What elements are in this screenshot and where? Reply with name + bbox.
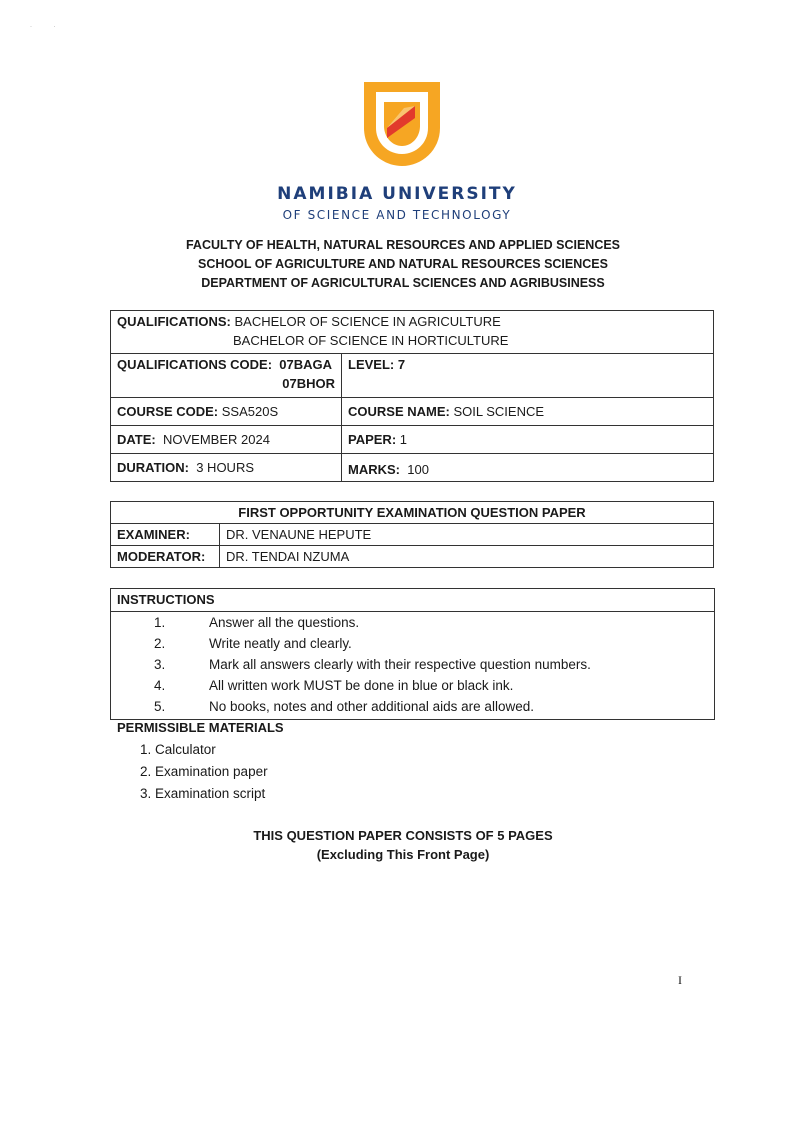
date-value: NOVEMBER 2024 xyxy=(163,432,270,447)
permissible-item: 3. Examination script xyxy=(140,786,266,801)
date-label: DATE: xyxy=(117,432,156,447)
date-cell xyxy=(111,426,342,454)
examiner-value: DR. VENAUNE HEPUTE xyxy=(220,524,714,546)
faculty-line: FACULTY OF HEALTH, NATURAL RESOURCES AND APPLIED SCIENCES xyxy=(185,238,621,252)
instruction-text: Answer all the questions. xyxy=(209,615,360,630)
school-line: SCHOOL OF AGRICULTURE AND NATURAL RESOURCES SCIENCES xyxy=(198,257,608,271)
course-details-table xyxy=(110,310,714,482)
instructions-title: INSTRUCTIONS xyxy=(117,592,215,607)
marks-cell xyxy=(342,454,714,482)
examiner-label: EXAMINER: xyxy=(111,524,220,546)
instruction-number: 5. xyxy=(154,699,166,714)
instructions-box xyxy=(110,588,715,720)
university-subname: OF SCIENCE AND TECHNOLOGY xyxy=(282,208,512,222)
scan-specks: · · xyxy=(30,24,56,30)
instruction-number: 4. xyxy=(154,678,166,693)
marks-label: MARKS: xyxy=(348,462,400,477)
department-line: DEPARTMENT OF AGRICULTURAL SCIENCES AND AGRIBUSINESS xyxy=(201,276,605,290)
qualifications-label: QUALIFICATIONS: xyxy=(117,314,231,329)
qualification-code-label: QUALIFICATIONS CODE: xyxy=(117,357,273,372)
university-logo-icon xyxy=(360,76,444,168)
university-name: NAMIBIA UNIVERSITY xyxy=(277,184,517,204)
duration-value: 3 HOURS xyxy=(196,460,255,475)
level-cell xyxy=(342,354,714,398)
course-code-label: COURSE CODE: xyxy=(117,404,219,419)
paper-cell xyxy=(342,426,714,454)
instruction-number: 1. xyxy=(154,615,166,630)
duration-cell xyxy=(111,454,342,482)
page-count-note: THIS QUESTION PAPER CONSISTS OF 5 PAGES xyxy=(253,828,553,843)
paper-value: 1 xyxy=(399,432,408,447)
instruction-text: No books, notes and other additional aids are allowed. xyxy=(209,699,534,714)
course-code-value: SSA520S xyxy=(221,404,279,419)
qualification-code-cell xyxy=(111,354,342,398)
instruction-text: Mark all answers clearly with their respective question numbers. xyxy=(209,657,591,672)
qualification-code-2: 07BHOR xyxy=(282,376,335,391)
level-value: 7 xyxy=(397,357,406,372)
course-name-label: COURSE NAME: xyxy=(348,404,450,419)
duration-label: DURATION: xyxy=(117,460,189,475)
instruction-text: Write neatly and clearly. xyxy=(209,636,352,651)
instructions-header xyxy=(111,589,714,612)
marks-value: 100 xyxy=(407,462,429,477)
qualification-code-1: 07BAGA xyxy=(279,357,333,372)
exam-title: FIRST OPPORTUNITY EXAMINATION QUESTION PAPER xyxy=(111,502,714,524)
moderator-value: DR. TENDAI NZUMA xyxy=(220,546,714,568)
qualification-1: BACHELOR OF SCIENCE IN AGRICULTURE xyxy=(234,314,501,329)
instruction-number: 3. xyxy=(154,657,166,672)
exam-details-table xyxy=(110,501,714,568)
permissible-item: 1. Calculator xyxy=(140,742,216,757)
instruction-text: All written work MUST be done in blue or black ink. xyxy=(209,678,514,693)
page-number: I xyxy=(678,973,682,987)
permissible-item: 2. Examination paper xyxy=(140,764,268,779)
course-name-value: SOIL SCIENCE xyxy=(453,404,545,419)
moderator-label: MODERATOR: xyxy=(111,546,220,568)
instruction-number: 2. xyxy=(154,636,166,651)
course-name-cell xyxy=(342,398,714,426)
page-count-exclusion: (Excluding This Front Page) xyxy=(316,847,490,862)
level-label: LEVEL: xyxy=(348,357,395,372)
qualification-2: BACHELOR OF SCIENCE IN HORTICULTURE xyxy=(233,333,509,348)
paper-label: PAPER: xyxy=(348,432,397,447)
qualifications-cell xyxy=(111,311,714,354)
course-code-cell xyxy=(111,398,342,426)
permissible-materials-title: PERMISSIBLE MATERIALS xyxy=(117,720,284,735)
